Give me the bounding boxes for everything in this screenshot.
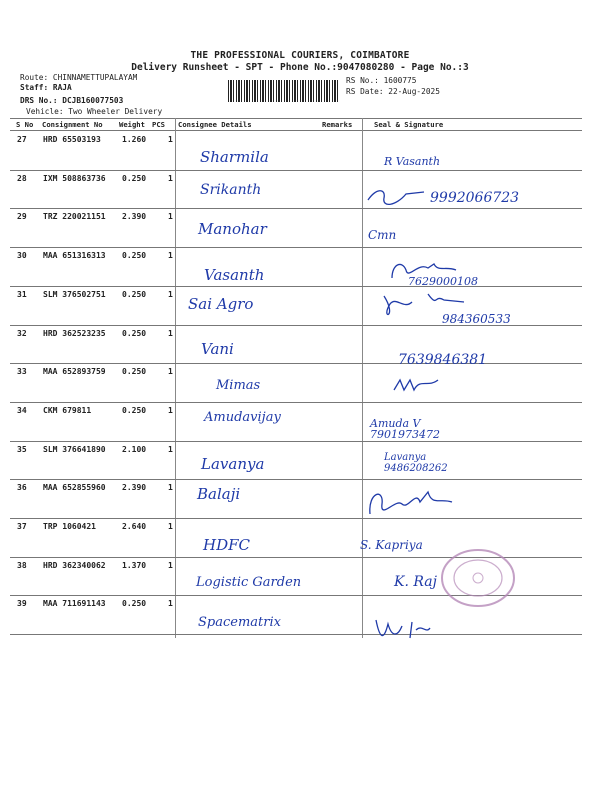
row-pcs: 1	[168, 367, 173, 377]
row-weight: 0.250	[122, 405, 147, 415]
ink-name: Srikanth	[200, 182, 262, 198]
ink-name: Balaji	[197, 485, 241, 503]
ink-name: Vani	[201, 340, 234, 358]
row-sno: 35	[17, 444, 27, 454]
row-pcs: 1	[168, 212, 173, 222]
row-consignment-no: SLM 376502751	[43, 289, 106, 299]
col-divider-consignee	[175, 118, 176, 638]
ink-name: Mimas	[216, 378, 261, 393]
row-divider	[10, 402, 582, 403]
row-weight: 1.260	[122, 135, 147, 144]
row-sno: 30	[17, 251, 27, 261]
ink-signature: 984360533	[442, 312, 511, 326]
rs-no-value: 1600775	[383, 76, 417, 85]
ink-signature: R Vasanth	[384, 155, 441, 168]
row-weight: 1.370	[122, 560, 147, 570]
ink-name: Sai Agro	[188, 295, 254, 313]
row-sno: 29	[17, 212, 27, 222]
row-pcs: 1	[168, 135, 173, 144]
row-weight: 0.250	[122, 328, 147, 338]
signature-scribble	[392, 374, 442, 396]
row-sno: 31	[17, 289, 27, 299]
row-divider	[10, 634, 582, 635]
row-consignment-no: MAA 711691143	[43, 599, 106, 609]
row-weight: 0.250	[122, 251, 147, 261]
header-bottom-rule	[10, 130, 582, 131]
ink-signature: 9992066723	[430, 190, 520, 206]
row-consignment-no: MAA 651316313	[43, 251, 106, 261]
row-consignment-no: HRD 362523235	[43, 328, 106, 338]
rs-date-label: RS Date:	[346, 87, 384, 96]
row-sno: 37	[17, 522, 27, 531]
row-divider	[10, 363, 582, 364]
runsheet-title: Delivery Runsheet - SPT - Phone No.:9047080280 - Page No.:3	[131, 62, 469, 73]
ink-name: Logistic Garden	[196, 575, 302, 590]
col-consignment: Consignment No	[42, 120, 103, 129]
ink-name: Vasanth	[204, 266, 265, 284]
row-pcs: 1	[168, 173, 173, 183]
staff-line	[20, 83, 72, 93]
route-value: CHINNAMETTUPALAYAM	[52, 73, 138, 82]
row-sno: 32	[17, 328, 27, 338]
ink-signature: Amuda V 7901973472	[370, 417, 440, 441]
row-pcs: 1	[168, 599, 173, 609]
row-weight: 2.390	[122, 212, 147, 222]
row-divider	[10, 518, 582, 519]
row-sno: 38	[17, 560, 27, 570]
route-line	[20, 73, 137, 83]
row-consignment-no: TRZ 220021151	[43, 212, 106, 222]
vehicle-line	[26, 107, 162, 117]
route-label: Route:	[20, 73, 49, 82]
col-consignee: Consignee Details	[178, 120, 252, 129]
staff-label: Staff:	[20, 83, 49, 92]
staff-value: RAJA	[52, 83, 72, 92]
ink-name: Amudavijay	[204, 410, 281, 425]
col-pcs: PCS	[152, 120, 165, 129]
row-divider	[10, 441, 582, 442]
drs-line	[20, 96, 123, 106]
row-pcs: 1	[168, 444, 173, 454]
row-consignment-no: HRD 65503193	[43, 135, 101, 144]
row-divider	[10, 170, 582, 171]
signature-scribble	[366, 484, 456, 524]
row-divider	[10, 286, 582, 287]
row-consignment-no: CKM 679811	[43, 405, 92, 415]
row-weight: 2.390	[122, 483, 147, 493]
ink-name: Lavanya	[201, 455, 265, 473]
rs-date-value: 22-Aug-2025	[388, 87, 440, 96]
row-pcs: 1	[168, 560, 173, 570]
row-pcs: 1	[168, 405, 173, 415]
row-consignment-no: HRD 362340062	[43, 560, 106, 570]
barcode	[228, 80, 340, 102]
row-sno: 33	[17, 367, 27, 377]
signature-scribble	[378, 290, 468, 320]
signature-scribble	[372, 614, 432, 644]
row-pcs: 1	[168, 289, 173, 299]
row-consignment-no: TRP 1060421	[43, 522, 96, 531]
ink-signature: 7629000108	[408, 275, 478, 288]
signature-scribble	[366, 186, 426, 208]
signature-scribble	[388, 258, 458, 284]
rs-date-line	[346, 87, 440, 97]
row-pcs: 1	[168, 251, 173, 261]
col-sno: S No	[16, 120, 34, 129]
vehicle-label: Vehicle:	[26, 107, 64, 116]
col-remarks: Remarks	[322, 120, 353, 129]
row-sno: 39	[17, 599, 27, 609]
row-weight: 0.250	[122, 599, 147, 609]
ink-signature: Lavanya 9486208262	[384, 452, 448, 474]
row-consignment-no: MAA 652855960	[43, 483, 106, 493]
vehicle-value: Two Wheeler Delivery	[68, 107, 163, 116]
ink-signature: 7639846381	[398, 352, 488, 368]
col-divider-signature	[362, 118, 363, 638]
row-sno: 36	[17, 483, 27, 493]
row-weight: 0.250	[122, 173, 147, 183]
ink-name: HDFC	[203, 536, 250, 554]
row-consignment-no: MAA 652893759	[43, 367, 106, 377]
row-sno: 28	[17, 173, 27, 183]
drs-label: DRS No.:	[20, 96, 58, 105]
row-pcs: 1	[168, 522, 173, 531]
row-divider	[10, 247, 582, 248]
company-seal-stamp	[438, 546, 518, 610]
row-weight: 0.250	[122, 367, 147, 377]
company-title: THE PROFESSIONAL COURIERS, COIMBATORE	[190, 50, 410, 61]
row-sno: 27	[17, 135, 27, 144]
ink-name: Manohar	[198, 220, 267, 238]
ink-signature: K. Raj	[394, 574, 437, 590]
row-pcs: 1	[168, 483, 173, 493]
row-consignment-no: IXM 508863736	[43, 173, 106, 183]
row-divider	[10, 208, 582, 209]
row-divider	[10, 479, 582, 480]
col-weight: Weight	[119, 120, 145, 129]
header-top-rule	[10, 118, 582, 119]
drs-value: DCJB160077503	[62, 96, 124, 105]
rs-no-line	[346, 76, 416, 86]
row-weight: 0.250	[122, 289, 147, 299]
ink-name: Sharmila	[200, 148, 269, 166]
rs-no-label: RS No.:	[346, 76, 379, 85]
ink-name: Spacematrix	[198, 615, 281, 630]
row-pcs: 1	[168, 328, 173, 338]
row-sno: 34	[17, 405, 27, 415]
row-consignment-no: SLM 376641890	[43, 444, 106, 454]
row-weight: 2.100	[122, 444, 147, 454]
row-weight: 2.640	[122, 522, 147, 531]
col-signature: Seal & Signature	[374, 120, 444, 129]
ink-signature: S. Kapriya	[360, 538, 423, 552]
ink-signature: Cmn	[368, 228, 397, 242]
